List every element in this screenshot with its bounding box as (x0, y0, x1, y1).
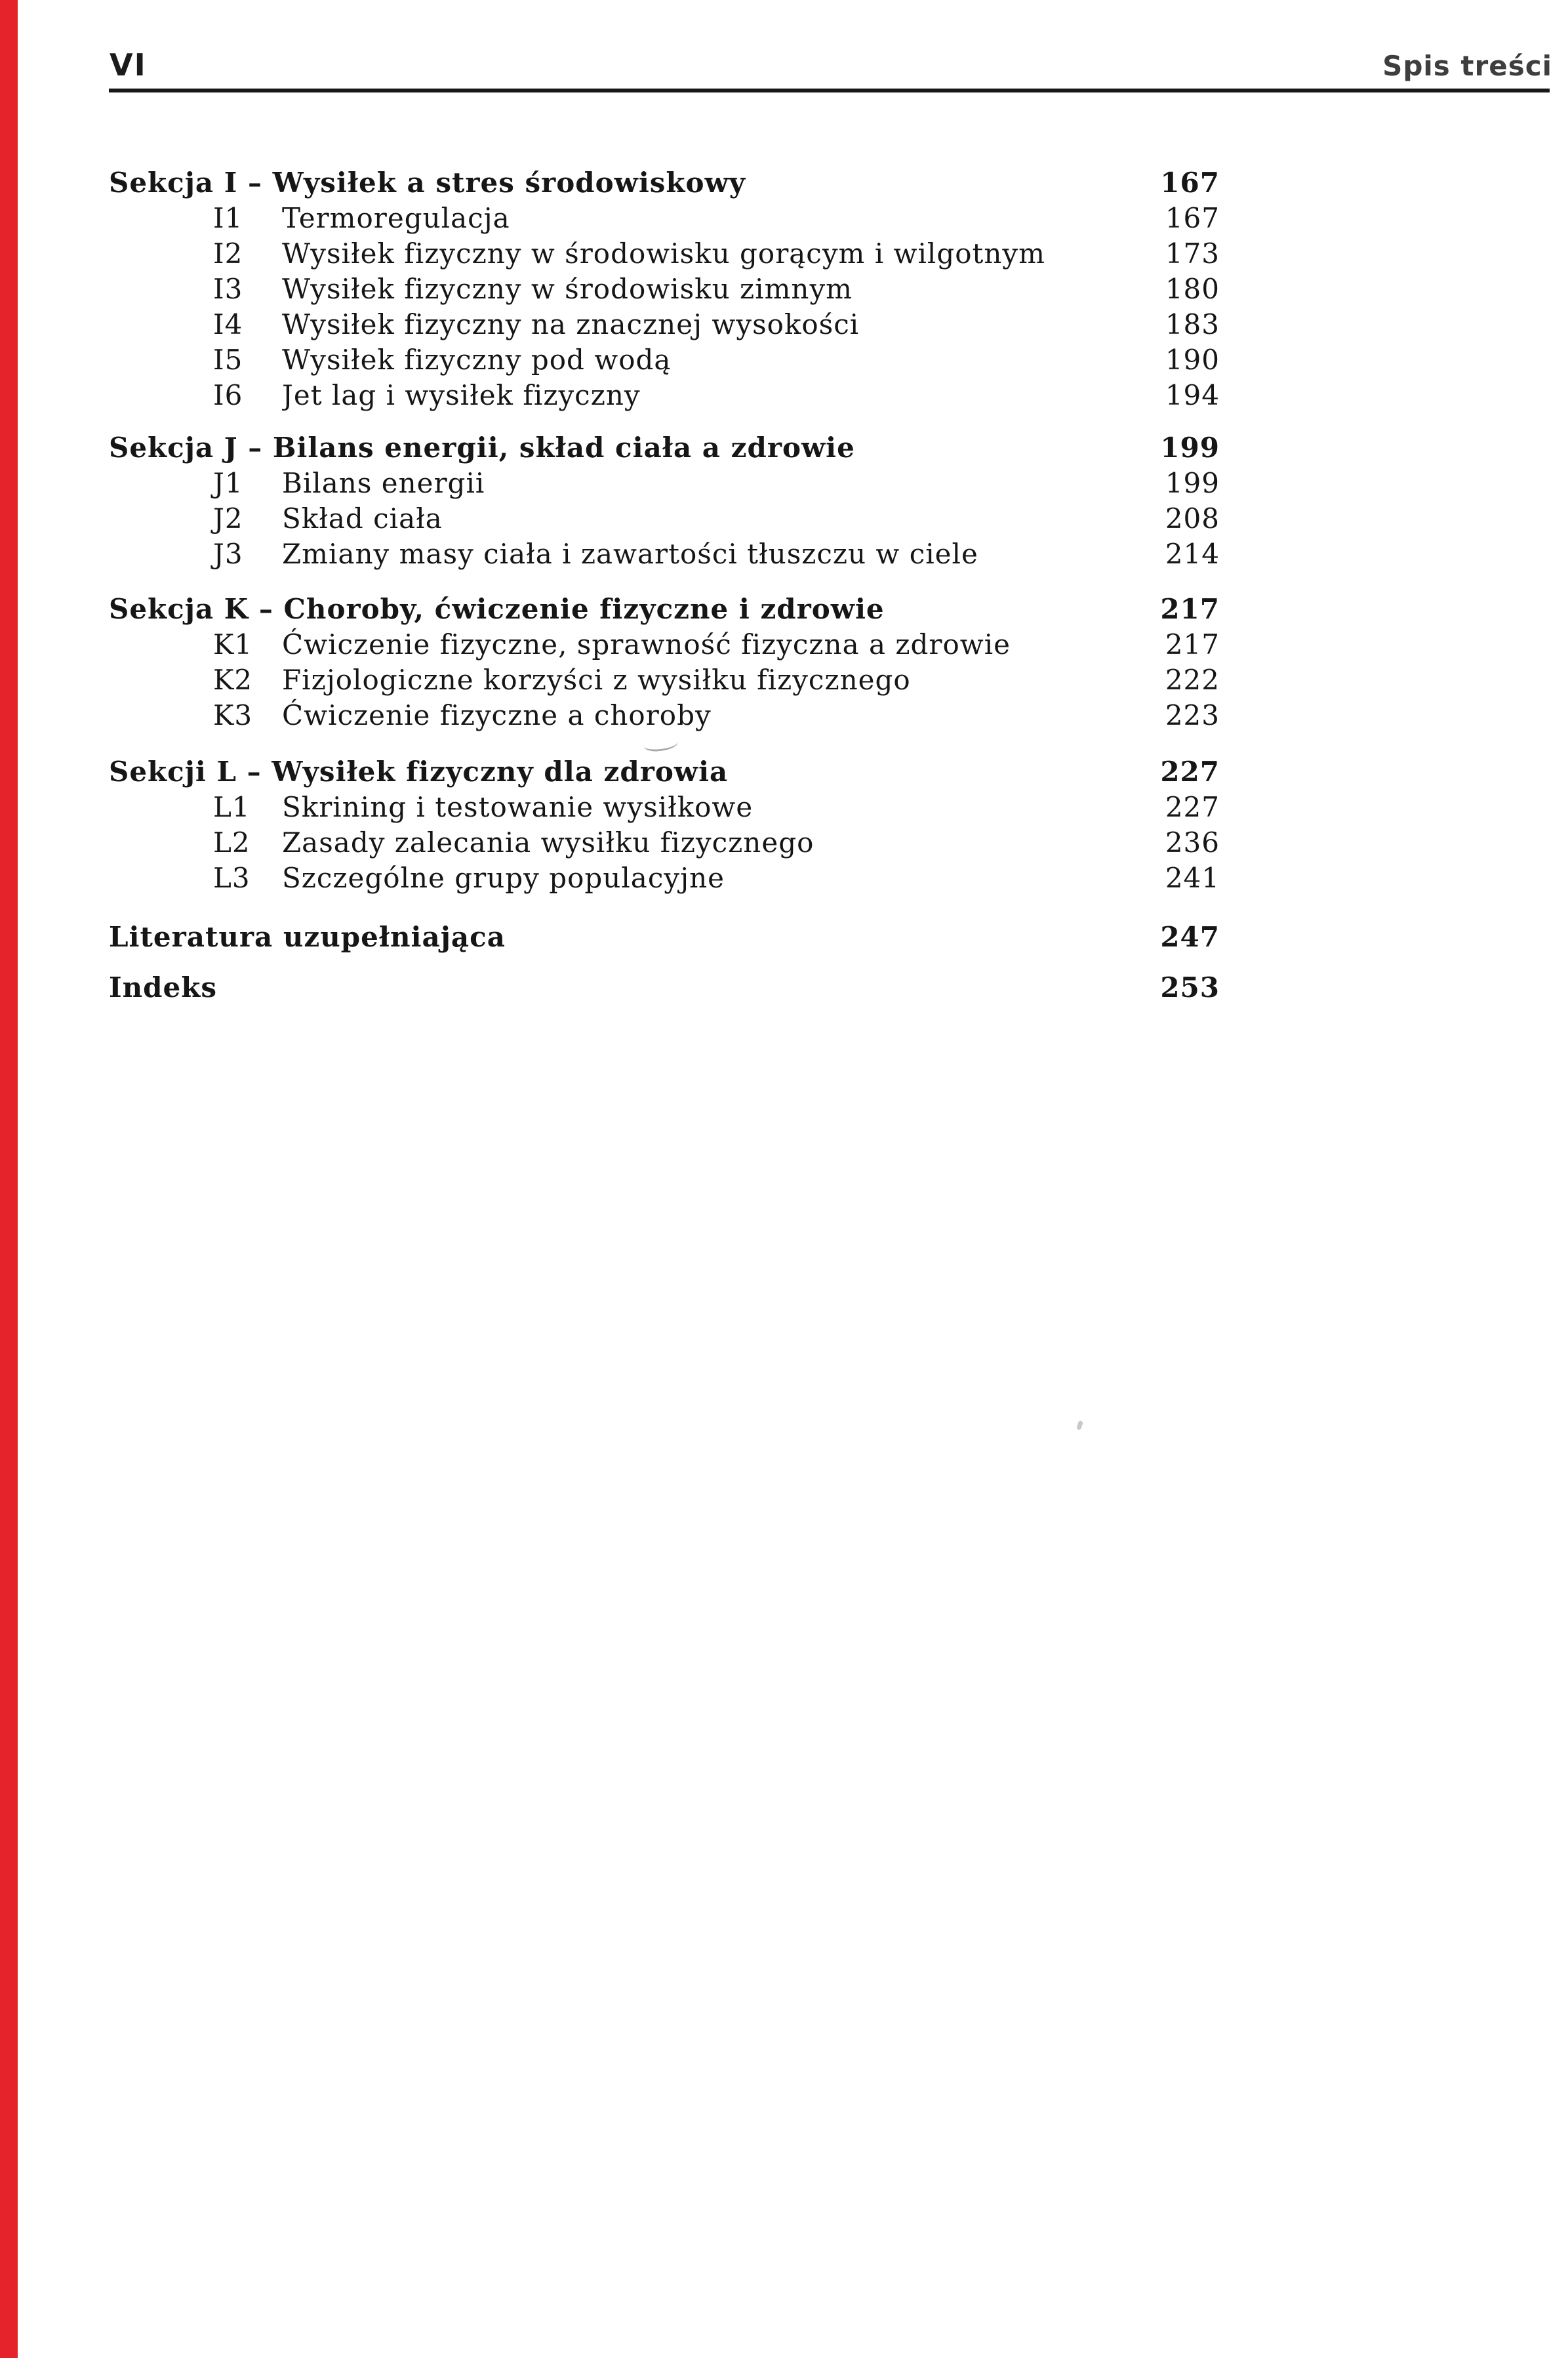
item-label: Ćwiczenie fizyczne a choroby (282, 699, 712, 731)
item-id: I5 (213, 344, 243, 376)
section-title: Sekcja J – Bilans energii, skład ciała a zdrowie (109, 432, 855, 464)
toc-item-row (109, 698, 1220, 733)
section-page-number: 227 (1160, 756, 1220, 788)
page-number-header: VI (110, 47, 147, 83)
toc-item-row (109, 861, 1220, 896)
item-id: J2 (213, 502, 243, 535)
toc-item-row (109, 342, 1220, 378)
item-label: Ćwiczenie fizyczne, sprawność fizyczna a zdrowie (282, 628, 1011, 661)
item-page-number: 208 (1165, 502, 1220, 535)
section-header-row (109, 754, 1220, 790)
item-id: I2 (213, 237, 243, 270)
closing-row-indeks (109, 970, 1220, 1006)
section-title: Sekcji L – Wysiłek fizyczny dla zdrowia (109, 756, 729, 788)
closing-page-number: 247 (1160, 921, 1220, 953)
section-header-row (109, 430, 1220, 466)
item-page-number: 190 (1165, 344, 1220, 376)
closing-page-number: 253 (1160, 971, 1220, 1004)
item-page-number: 241 (1165, 862, 1220, 894)
section-block-l (109, 754, 1220, 896)
section-block-k (109, 592, 1220, 733)
toc-item-row (109, 501, 1220, 537)
item-label: Skrining i testowanie wysiłkowe (282, 791, 754, 823)
item-page-number: 236 (1165, 826, 1220, 859)
item-page-number: 173 (1165, 237, 1220, 270)
item-id: L1 (213, 791, 251, 823)
item-page-number: 167 (1165, 202, 1220, 234)
item-label: Wysiłek fizyczny w środowisku zimnym (282, 273, 853, 305)
section-page-number: 167 (1160, 167, 1220, 199)
item-page-number: 199 (1165, 467, 1220, 499)
toc-item-row (109, 307, 1220, 342)
toc-item-row (109, 790, 1220, 825)
item-page-number: 222 (1165, 664, 1220, 696)
toc-item-row (109, 466, 1220, 501)
toc-item-row (109, 201, 1220, 236)
item-id: K3 (213, 699, 253, 731)
item-label: Fizjologiczne korzyści z wysiłku fizycznego (282, 664, 911, 696)
toc-item-row (109, 236, 1220, 272)
toc-item-row (109, 378, 1220, 413)
header-rule (109, 89, 1550, 92)
toc-item-row (109, 272, 1220, 307)
item-label: Wysiłek fizyczny w środowisku gorącym i wilgotnym (282, 237, 1045, 270)
item-page-number: 183 (1165, 308, 1220, 340)
item-label: Skład ciała (282, 502, 443, 535)
closing-label: Literatura uzupełniająca (109, 921, 506, 953)
item-page-number: 223 (1165, 699, 1220, 731)
item-id: K1 (213, 628, 253, 661)
closing-label: Indeks (109, 971, 218, 1004)
section-header-row (109, 592, 1220, 627)
table-of-contents (109, 165, 1220, 1006)
item-id: L2 (213, 826, 251, 859)
item-page-number: 194 (1165, 379, 1220, 411)
book-spine-edge (0, 0, 18, 2358)
item-label: Termoregulacja (282, 202, 510, 234)
item-label: Zmiany masy ciała i zawartości tłuszczu w ciele (282, 538, 978, 570)
toc-item-row (109, 627, 1220, 662)
item-id: J1 (213, 467, 243, 499)
item-page-number: 180 (1165, 273, 1220, 305)
section-block-j (109, 430, 1220, 572)
scan-mark-fleck (1076, 1420, 1083, 1430)
item-id: K2 (213, 664, 253, 696)
item-id: I4 (213, 308, 243, 340)
item-id: L3 (213, 862, 251, 894)
section-header-row (109, 165, 1220, 201)
item-id: I3 (213, 273, 243, 305)
section-title: Sekcja I – Wysiłek a stres środowiskowy (109, 167, 746, 199)
item-id: J3 (213, 538, 243, 570)
toc-item-row (109, 537, 1220, 572)
section-page-number: 199 (1160, 432, 1220, 464)
closing-row-literatura (109, 920, 1220, 955)
toc-item-row (109, 825, 1220, 861)
section-title: Sekcja K – Choroby, ćwiczenie fizyczne i zdrowie (109, 593, 885, 625)
item-label: Wysiłek fizyczny pod wodą (282, 344, 672, 376)
item-page-number: 227 (1165, 791, 1220, 823)
item-label: Jet lag i wysiłek fizyczny (282, 379, 641, 411)
section-page-number: 217 (1160, 593, 1220, 625)
item-page-number: 214 (1165, 538, 1220, 570)
page-title: Spis treści (1382, 50, 1552, 82)
item-label: Wysiłek fizyczny na znacznej wysokości (282, 308, 860, 340)
item-id: I6 (213, 379, 243, 411)
item-page-number: 217 (1165, 628, 1220, 661)
item-label: Bilans energii (282, 467, 485, 499)
toc-item-row (109, 662, 1220, 698)
section-block-i (109, 165, 1220, 413)
item-label: Szczególne grupy populacyjne (282, 862, 725, 894)
item-label: Zasady zalecania wysiłku fizycznego (282, 826, 814, 859)
item-id: I1 (213, 202, 243, 234)
